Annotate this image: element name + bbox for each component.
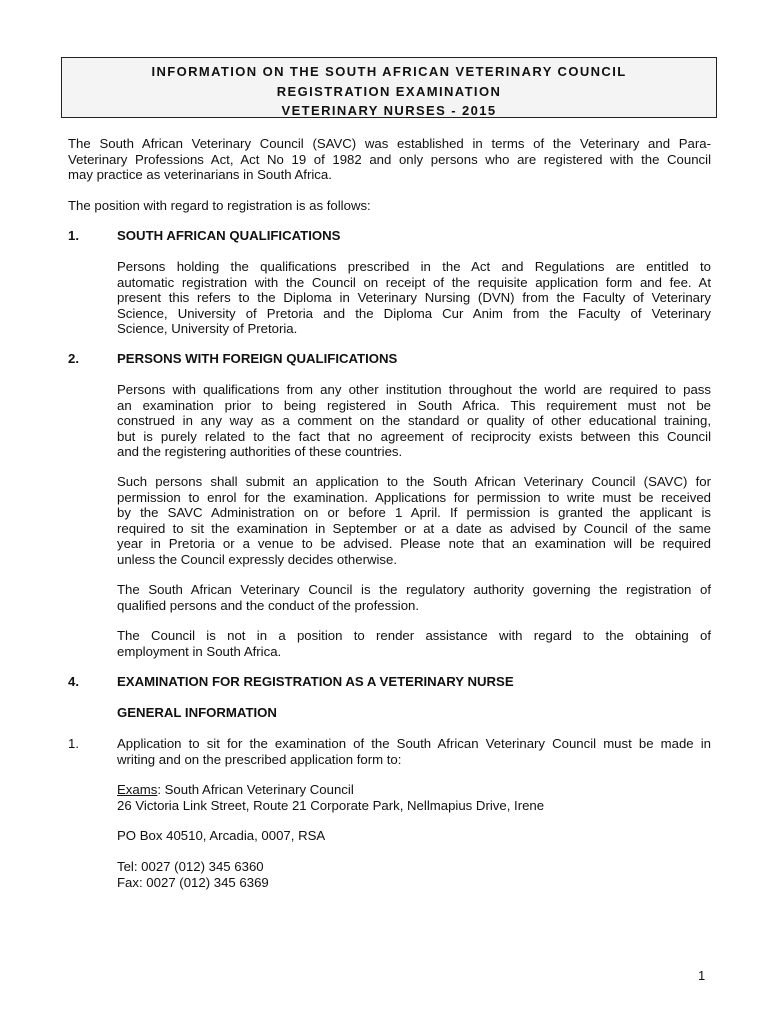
- po-box: [117, 828, 711, 844]
- s2p1-line-1: Persons with qualifications from any other institution throughout the world are required to pass: [117, 382, 711, 397]
- s2p3-line-2: qualified persons and the conduct of the profession.: [117, 597, 420, 613]
- exams-address: [117, 782, 711, 813]
- position-text: The position with regard to registration is as follows:: [68, 198, 371, 213]
- title-line-2: REGISTRATION EXAMINATION: [276, 83, 502, 99]
- s2p1-line-4: but is purely related to the fact that no agreement of reciprocity exists between this Council: [117, 428, 711, 444]
- item-1-number: 1.: [68, 736, 79, 751]
- section-1-heading: SOUTH AFRICAN QUALIFICATIONS: [117, 228, 341, 243]
- s1-line-2: automatic registration with the Council on receipt of the requisite application form and fee. At: [117, 274, 711, 290]
- s2p4-line-1: The Council is not in a position to render assistance with regard to the obtaining of: [117, 628, 711, 643]
- s1-line-1: Persons holding the qualifications prescribed in the Act and Regulations are entitled to: [117, 259, 711, 274]
- item1-line-2: writing and on the prescribed application form to:: [117, 751, 402, 767]
- s2p1-line-5: and the registering authorities of these countries.: [117, 444, 403, 460]
- intro-line-3: may practice as veterinarians in South Africa.: [68, 167, 332, 183]
- section-2-number: 2.: [68, 351, 79, 366]
- section-1-paragraph: [117, 259, 711, 337]
- exams-value: : South African Veterinary Council: [157, 782, 354, 797]
- section-4-number: 4.: [68, 674, 79, 689]
- title-line-3: VETERINARY NURSES - 2015: [281, 103, 497, 118]
- exams-label: Exams: [117, 782, 158, 797]
- s2p2-line-6: unless the Council expressly decides otherwise.: [117, 551, 398, 567]
- document-title-box: [61, 57, 717, 118]
- s1-line-3: present this refers to the Diploma in Veterinary Nursing (DVN) from the Faculty of Veterinary: [117, 290, 711, 306]
- intro-line-1: The South African Veterinary Council (SAVC) was established in terms of the Veterinary and Para-: [68, 136, 711, 151]
- fax: Fax: 0027 (012) 345 6369: [117, 874, 269, 890]
- s2p2-line-1: Such persons shall submit an application to the South African Veterinary Council (SAVC) for: [117, 474, 711, 489]
- s2p1-line-2: an examination prior to being registered in South Africa. This requirement must not be: [117, 397, 711, 413]
- item1-line-1: Application to sit for the examination of the South African Veterinary Council must be made in: [117, 736, 711, 751]
- position-statement: [68, 198, 711, 214]
- section-2-paragraph-3: [117, 582, 711, 613]
- intro-paragraph: [68, 136, 711, 183]
- telephone: Tel: 0027 (012) 345 6360: [117, 859, 264, 874]
- section-2-heading: PERSONS WITH FOREIGN QUALIFICATIONS: [117, 351, 398, 366]
- s1-line-5: Science, University of Pretoria.: [117, 321, 298, 337]
- page-number: 1: [698, 968, 706, 983]
- street-address: 26 Victoria Link Street, Route 21 Corporate Park, Nellmapius Drive, Irene: [117, 797, 545, 813]
- section-2-paragraph-4: [117, 628, 711, 659]
- intro-line-2: Veterinary Professions Act, Act No 19 of 1982 and only persons who are registered with the Council: [68, 151, 711, 167]
- po-box-text: PO Box 40510, Arcadia, 0007, RSA: [117, 828, 326, 843]
- section-4-heading: EXAMINATION FOR REGISTRATION AS A VETERINARY NURSE: [117, 674, 514, 689]
- item-1-paragraph: [117, 736, 711, 767]
- s2p3-line-1: The South African Veterinary Council is the regulatory authority governing the registration of: [117, 582, 711, 597]
- section-2-paragraph-2: [117, 474, 711, 568]
- s1-line-4: Science, University of Pretoria and the Diploma Cur Anim from the Faculty of Veterinary: [117, 305, 711, 321]
- section-2-paragraph-1: [117, 382, 711, 460]
- contact-numbers: [117, 859, 711, 890]
- title-line-1: INFORMATION ON THE SOUTH AFRICAN VETERINARY COUNCIL: [151, 64, 627, 79]
- s2p1-line-3: construed in any way as a comment on the standard or quality of other educational training,: [117, 413, 711, 429]
- section-1-number: 1.: [68, 228, 79, 243]
- s2p2-line-5: year in Pretoria or a venue to be advised. Please note that an examination will be required: [117, 536, 711, 552]
- s2p2-line-4: required to sit the examination in September or at a date as advised by Council of the same: [117, 520, 711, 536]
- s2p2-line-3: by the SAVC Administration on or before 1 April. If permission is granted the applicant is: [117, 505, 711, 521]
- s2p2-line-2: permission to enrol for the examination. Applications for permission to write must be received: [117, 489, 711, 505]
- exams-line: [117, 782, 711, 798]
- s2p4-line-2: employment in South Africa.: [117, 643, 282, 659]
- general-information-heading: GENERAL INFORMATION: [117, 705, 277, 720]
